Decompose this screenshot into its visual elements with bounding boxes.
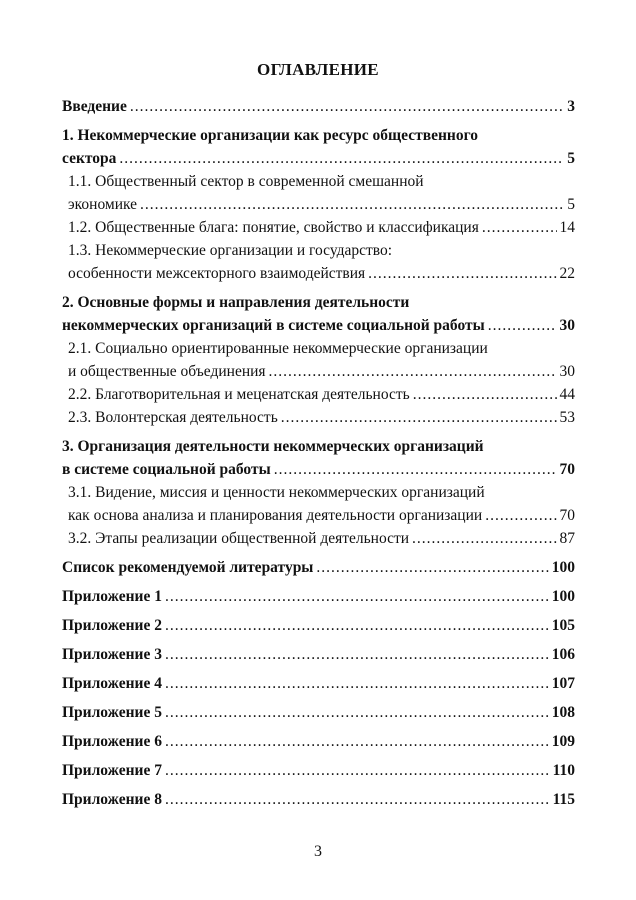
- toc-page-number: 87: [559, 530, 575, 547]
- toc-page-number: 100: [551, 559, 575, 576]
- dot-leader: [269, 360, 557, 383]
- toc-page-number: 5: [567, 150, 575, 167]
- toc-entry[interactable]: [62, 239, 575, 285]
- page-number: 3: [314, 843, 322, 860]
- toc-entry-text: Список рекомендуемой литературы: [62, 559, 314, 576]
- toc-page-number: 3: [567, 98, 575, 115]
- toc-entry[interactable]: [62, 730, 575, 753]
- toc-entry-text: особенности межсекторного взаимодействия: [68, 265, 366, 282]
- toc-entry-line: [62, 147, 575, 170]
- dot-leader: [165, 759, 550, 782]
- toc-page-number: 105: [551, 617, 575, 634]
- toc-page-number: 22: [559, 265, 575, 282]
- toc-entry-text: Приложение 6: [62, 733, 162, 750]
- toc-entry[interactable]: [62, 701, 575, 724]
- toc-entry[interactable]: [62, 481, 575, 527]
- dot-leader: [274, 458, 557, 481]
- dot-leader: [413, 383, 557, 406]
- toc-entry-text: Введение: [62, 98, 127, 115]
- toc-entry-text: экономике: [68, 196, 138, 213]
- toc-page-number: 108: [551, 704, 575, 721]
- toc-page-number: 115: [552, 791, 575, 808]
- toc-entry-text: 1. Некоммерческие организации как ресурс общественного: [62, 127, 478, 144]
- dot-leader: [488, 314, 557, 337]
- toc-entry-line: [68, 360, 575, 383]
- toc-entry-text: Приложение 3: [62, 646, 162, 663]
- toc-entry-text: Приложение 8: [62, 791, 162, 808]
- toc-entry-text: 1.1. Общественный сектор в современной смешанной: [68, 173, 424, 190]
- toc-entry-text: 3. Организация деятельности некоммерческих организаций: [62, 438, 484, 455]
- dot-leader: [316, 556, 548, 579]
- toc-entry[interactable]: [62, 435, 575, 481]
- toc-entry-line: [68, 527, 575, 550]
- toc-entry[interactable]: [62, 95, 575, 118]
- toc-entry[interactable]: [62, 291, 575, 337]
- toc-entry-line: [62, 95, 575, 118]
- toc-entry-line: [62, 556, 575, 579]
- toc-entry[interactable]: [62, 527, 575, 550]
- toc-entry-text: некоммерческих организаций в системе социальной работы: [62, 317, 485, 334]
- toc-entry-text: Приложение 4: [62, 675, 162, 692]
- toc-entry[interactable]: [62, 788, 575, 811]
- toc-entry-line: [62, 585, 575, 608]
- toc-entry-line: [68, 406, 575, 429]
- dot-leader: [165, 672, 549, 695]
- dot-leader: [130, 95, 564, 118]
- toc-entry-line: [62, 788, 575, 811]
- dot-leader: [165, 585, 549, 608]
- toc-page-number: 44: [559, 386, 575, 403]
- toc-page-number: 5: [567, 196, 575, 213]
- dot-leader: [485, 504, 556, 527]
- toc-entry[interactable]: [62, 759, 575, 782]
- toc-entry-line: [68, 193, 575, 216]
- toc-page-number: 70: [559, 461, 575, 478]
- toc-page-number: 14: [559, 219, 575, 236]
- toc-entry-line: [68, 504, 575, 527]
- toc-page-number: 30: [559, 363, 575, 380]
- toc-page-number: 53: [559, 409, 575, 426]
- table-of-contents: [62, 95, 575, 811]
- dot-leader: [281, 406, 557, 429]
- dot-leader: [140, 193, 564, 216]
- toc-entry-text: Приложение 5: [62, 704, 162, 721]
- toc-entry-text: 3.1. Видение, миссия и ценности некоммерческих организаций: [68, 484, 485, 501]
- toc-entry-text: 1.2. Общественные блага: понятие, свойство и классификация: [68, 219, 479, 236]
- toc-entry-line: [62, 701, 575, 724]
- toc-entry-text: 2.1. Социально ориентированные некоммерческие организации: [68, 340, 488, 357]
- toc-page-number: 106: [551, 646, 575, 663]
- toc-entry-text: Приложение 2: [62, 617, 162, 634]
- toc-entry[interactable]: [62, 383, 575, 406]
- dot-leader: [165, 614, 549, 637]
- toc-page-number: 110: [552, 762, 575, 779]
- toc-entry[interactable]: [62, 337, 575, 383]
- dot-leader: [368, 262, 556, 285]
- toc-entry-line: [62, 614, 575, 637]
- toc-entry-line: [62, 458, 575, 481]
- toc-entry-text: Приложение 1: [62, 588, 162, 605]
- dot-leader: [412, 527, 556, 550]
- toc-entry-text: как основа анализа и планирования деятельности организации: [68, 507, 483, 524]
- dot-leader: [119, 147, 564, 170]
- toc-entry-line: [68, 383, 575, 406]
- toc-page-number: 109: [551, 733, 575, 750]
- toc-entry[interactable]: [62, 216, 575, 239]
- toc-entry-text: 2.2. Благотворительная и меценатская деятельность: [68, 386, 410, 403]
- toc-page-number: 100: [551, 588, 575, 605]
- toc-entry[interactable]: [62, 614, 575, 637]
- toc-entry-line: [62, 730, 575, 753]
- toc-entry-line: [68, 262, 575, 285]
- toc-entry-text: 1.3. Некоммерческие организации и государство:: [68, 242, 393, 259]
- toc-entry-text: и общественные объединения: [68, 363, 266, 380]
- dot-leader: [165, 730, 549, 753]
- toc-entry[interactable]: [62, 556, 575, 579]
- dot-leader: [165, 701, 549, 724]
- toc-page-number: 30: [559, 317, 575, 334]
- toc-entry-text: сектора: [62, 150, 117, 167]
- toc-entry-line: [62, 759, 575, 782]
- toc-entry-line: [62, 643, 575, 666]
- page-title: ОГЛАВЛЕНИЕ: [257, 60, 379, 79]
- toc-entry[interactable]: [62, 672, 575, 695]
- dot-leader: [482, 216, 557, 239]
- toc-page-number: 107: [551, 675, 575, 692]
- toc-entry[interactable]: [62, 585, 575, 608]
- dot-leader: [165, 643, 549, 666]
- dot-leader: [165, 788, 550, 811]
- toc-entry-text: Приложение 7: [62, 762, 162, 779]
- toc-entry[interactable]: [62, 124, 575, 170]
- toc-entry-text: в системе социальной работы: [62, 461, 271, 478]
- toc-entry-line: [62, 672, 575, 695]
- toc-entry-text: 2. Основные формы и направления деятельности: [62, 294, 410, 311]
- toc-entry[interactable]: [62, 170, 575, 216]
- toc-entry-line: [62, 314, 575, 337]
- toc-entry[interactable]: [62, 406, 575, 429]
- toc-entry-text: 3.2. Этапы реализации общественной деятельности: [68, 530, 410, 547]
- toc-page-number: 70: [559, 507, 575, 524]
- toc-entry-text: 2.3. Волонтерская деятельность: [68, 409, 278, 426]
- toc-entry[interactable]: [62, 643, 575, 666]
- toc-entry-line: [68, 216, 575, 239]
